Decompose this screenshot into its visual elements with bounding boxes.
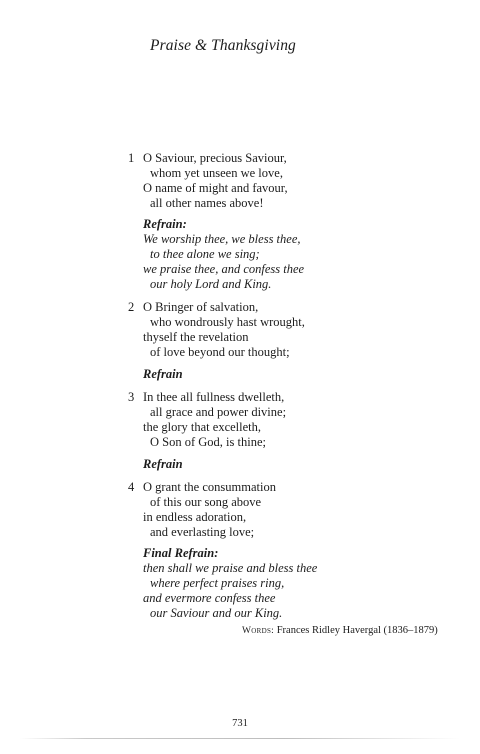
refrain-line: then shall we praise and bless thee bbox=[143, 561, 318, 575]
refrain-label: Refrain bbox=[143, 367, 183, 381]
verse-4 bbox=[128, 480, 448, 540]
attribution-author: Frances Ridley Havergal (1836–1879) bbox=[276, 625, 438, 636]
verse-line: all other names above! bbox=[150, 196, 264, 210]
page-title: Praise & Thanksgiving bbox=[150, 37, 296, 54]
verse-number: 1 bbox=[128, 151, 135, 165]
hymn-text bbox=[128, 151, 448, 621]
refrain-line: to thee alone we sing; bbox=[150, 247, 260, 261]
refrain-label: Final Refrain: bbox=[143, 546, 219, 560]
refrain-label: Refrain bbox=[143, 457, 183, 471]
verse-2 bbox=[128, 300, 448, 360]
verse-1 bbox=[128, 151, 448, 211]
refrain-line: and evermore confess thee bbox=[143, 591, 276, 605]
verse-number: 2 bbox=[128, 300, 135, 314]
verse-line: of love beyond our thought; bbox=[150, 345, 290, 359]
refrain-line: We worship thee, we bless thee, bbox=[143, 232, 301, 246]
verse-line: O Saviour, precious Saviour, bbox=[143, 151, 287, 165]
final-refrain bbox=[128, 546, 448, 621]
verse-number: 3 bbox=[128, 390, 135, 404]
refrain-line: our Saviour and our King. bbox=[150, 606, 283, 620]
refrain-line: we praise thee, and confess thee bbox=[143, 262, 305, 276]
verse-3 bbox=[128, 390, 448, 450]
verse-line: In thee all fullness dwelleth, bbox=[143, 390, 285, 404]
verse-line: O Son of God, is thine; bbox=[150, 435, 266, 449]
verse-number: 4 bbox=[128, 480, 135, 494]
attribution bbox=[242, 625, 438, 636]
verse-line: in endless adoration, bbox=[143, 510, 247, 524]
verse-line: O Bringer of salvation, bbox=[143, 300, 259, 314]
verse-line: O name of might and favour, bbox=[143, 181, 288, 195]
verse-line: who wondrously hast wrought, bbox=[150, 315, 305, 329]
refrain-label: Refrain: bbox=[143, 217, 187, 231]
refrain-line: where perfect praises ring, bbox=[150, 576, 285, 590]
verse-line: the glory that excelleth, bbox=[143, 420, 262, 434]
verse-line: whom yet unseen we love, bbox=[150, 166, 283, 180]
refrain-1 bbox=[128, 217, 448, 292]
verse-line: O grant the consummation bbox=[143, 480, 276, 494]
page-number: 731 bbox=[232, 718, 248, 729]
verse-line: thyself the revelation bbox=[143, 330, 249, 344]
verse-line: of this our song above bbox=[150, 495, 262, 509]
refrain-line: our holy Lord and King. bbox=[150, 277, 272, 291]
attribution-label: Words: bbox=[242, 626, 275, 636]
verse-line: and everlasting love; bbox=[150, 525, 255, 539]
verse-line: all grace and power divine; bbox=[150, 405, 287, 419]
bottom-rule bbox=[20, 738, 460, 739]
